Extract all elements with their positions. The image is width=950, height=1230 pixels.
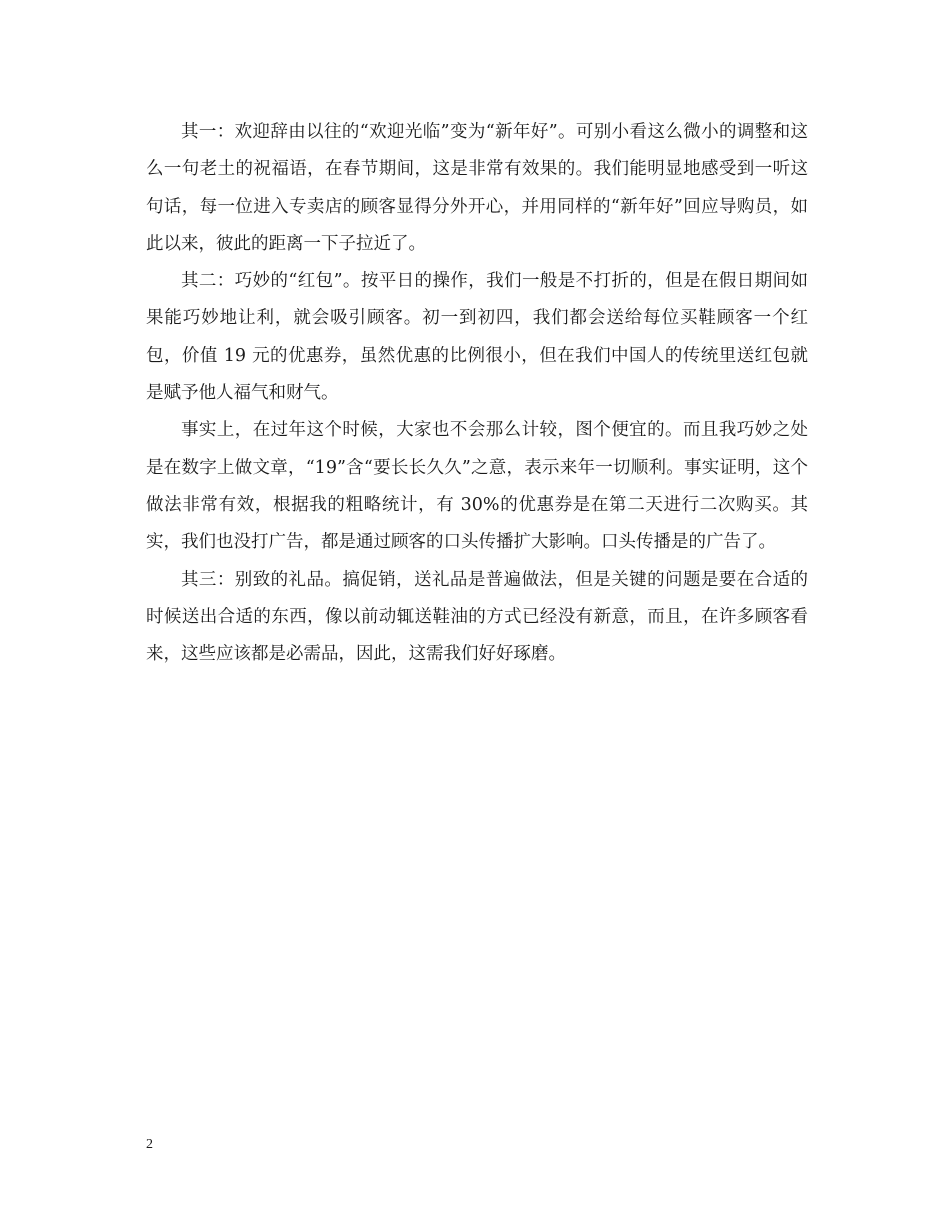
paragraph-number-meaning: 事实上，在过年这个时候，大家也不会那么计较，图个便宜的。而且我巧妙之处是在数字上做文章，“19”含“要长长久久”之意，表示来年一切顺利。事实证明，这个做法非常有效，根据我的粗略统计，有 30%的优惠券是在第二天进行二次购买。其实，我们也没打广告，都是通过顾客的口头传播扩大影响。口头传播是的广告了。 — [146, 420, 808, 553]
paragraph-gifts: 其三：别致的礼品。搞促销，送礼品是普遍做法，但是关键的问题是要在合适的时候送出合适的东西，像以前动辄送鞋油的方式已经没有新意，而且，在许多顾客看来，这些应该都是必需品，因此，这需我们好好琢磨。 — [146, 569, 808, 665]
paragraph-greeting: 其一：欢迎辞由以往的“欢迎光临”变为“新年好”。可别小看这么微小的调整和这么一句老土的祝福语，在春节期间，这是非常有效果的。我们能明显地感受到一听这句话，每一位进入专卖店的顾客显得分外开心，并用同样的“新年好”回应导购员，如此以来，彼此的距离一下子拉近了。 — [146, 122, 808, 254]
paragraph-red-envelope: 其二：巧妙的“红包”。按平日的操作，我们一般是不打折的，但是在假日期间如果能巧妙地让利，就会吸引顾客。初一到初四，我们都会送给每位买鞋顾客一个红包，价值 19 元的优惠券，虽然优惠的比例很小，但在我们中国人的传统里送红包就是赋予他人福气和财气。 — [146, 271, 808, 404]
document-body — [146, 114, 808, 673]
page-number: 2 — [146, 1137, 153, 1152]
